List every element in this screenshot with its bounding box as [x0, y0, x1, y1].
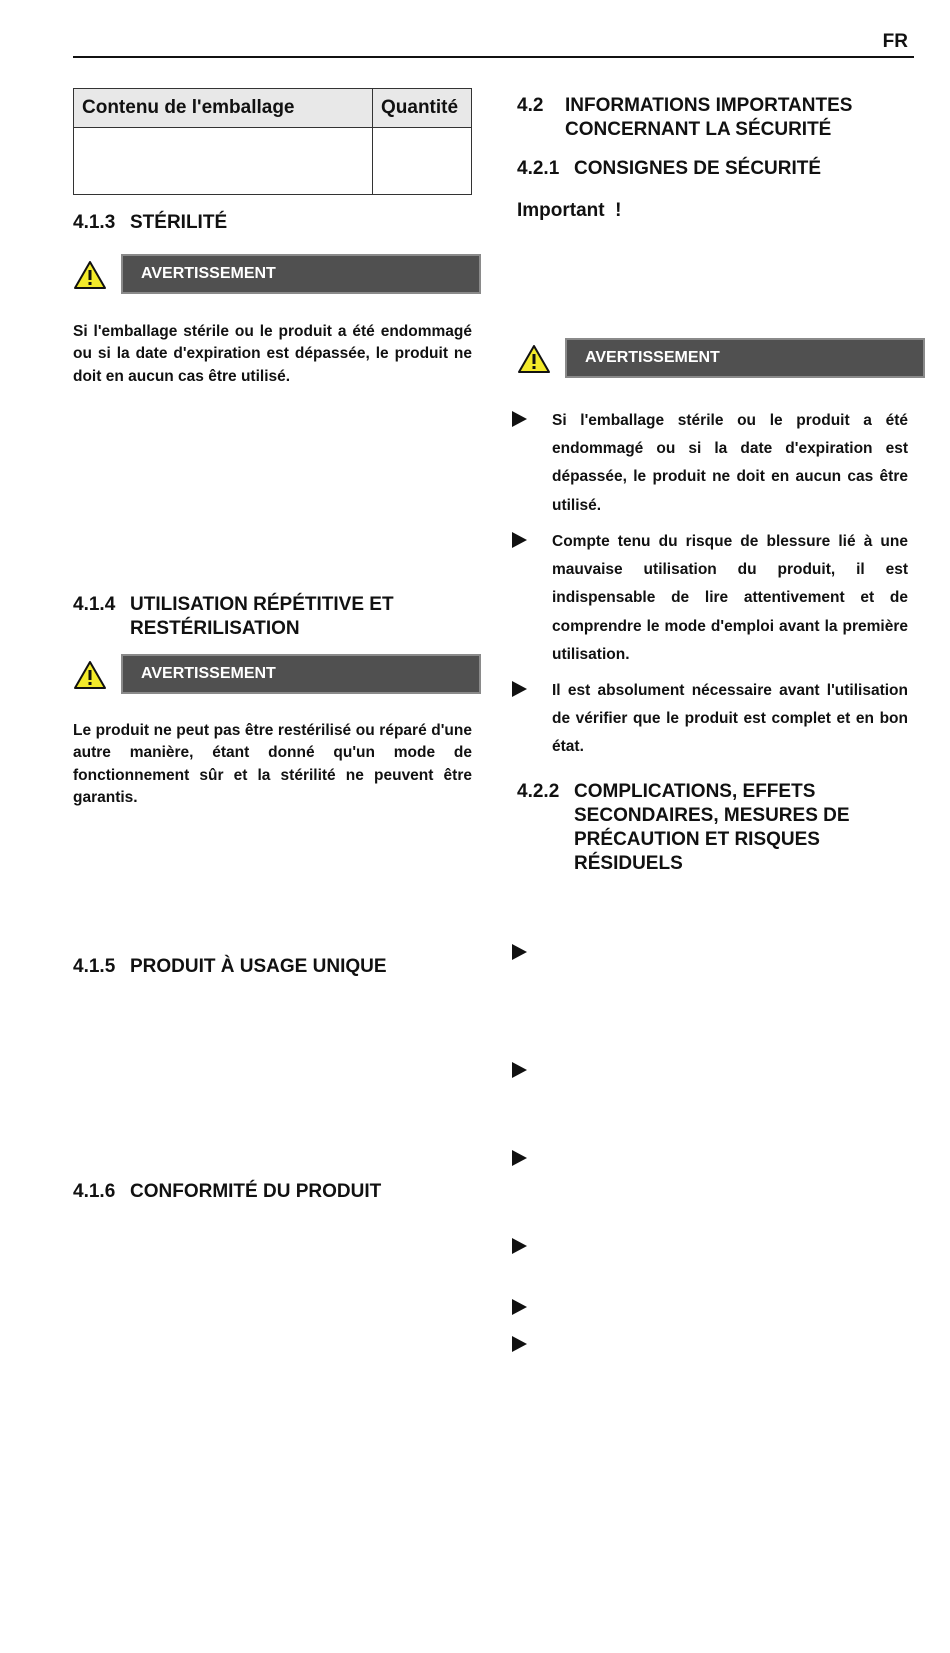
section-title: COMPLICATIONS, EFFETS SECONDAIRES, MESURES DE PRÉCAUTION ET RISQUES RÉSIDUELS [574, 781, 850, 874]
warning-triangle-icon [517, 344, 551, 374]
section-title: STÉRILITÉ [130, 212, 228, 233]
section-number: 4.2 [517, 95, 544, 116]
bullet-arrow-icon [512, 1299, 527, 1315]
section-heading-conformity [73, 1180, 473, 1204]
bullet-text: Si l'emballage stérile ou le produit a été endommagé ou si la date d'expiration est dépassée, le produit ne doit en aucun cas être utilisé. [552, 412, 908, 514]
section-number: 4.1.5 [73, 956, 116, 977]
section-heading-sterility [73, 211, 473, 235]
section-heading-safety-info [517, 94, 917, 142]
package-contents-table [73, 88, 472, 195]
section-title: CONSIGNES DE SÉCURITÉ [574, 158, 822, 179]
warning-label: AVERTISSEMENT [565, 338, 925, 378]
section-title: INFORMATIONS IMPORTANTES CONCERNANT LA SÉCURITÉ [565, 95, 853, 140]
section-heading-safety-instructions [517, 157, 917, 181]
paragraph-reuse: Le produit ne peut pas être restérilisé ou réparé d'une autre manière, étant donné qu'un mode de fonctionnement sûr et la stérilité ne peuvent être garantis. [73, 722, 472, 806]
section-number: 4.2.1 [517, 158, 560, 179]
warning-triangle-icon [73, 260, 107, 290]
section-title: CONFORMITÉ DU PRODUIT [130, 1181, 382, 1202]
important-label: Important ! [517, 200, 622, 221]
warning-label: AVERTISSEMENT [121, 254, 481, 294]
header-rule [73, 56, 914, 58]
bullet-arrow-icon [512, 1062, 527, 1078]
bullet-arrow-icon [512, 1238, 527, 1254]
section-number: 4.1.6 [73, 1181, 116, 1202]
section-number: 4.1.4 [73, 594, 116, 615]
section-title: UTILISATION RÉPÉTITIVE ET RESTÉRILISATION [130, 594, 394, 639]
column-header-contents: Contenu de l'emballage [74, 89, 373, 128]
bullet-arrow-icon [512, 532, 527, 548]
bullet-arrow-icon [512, 411, 527, 427]
column-header-quantity: Quantité [373, 89, 472, 128]
section-heading-complications [517, 780, 917, 876]
section-heading-reuse [73, 593, 473, 641]
table-cell-contents [74, 128, 373, 195]
bullet-arrow-icon [512, 1150, 527, 1166]
bullet-arrow-icon [512, 944, 527, 960]
warning-banner [73, 654, 477, 694]
paragraph-sterility: Si l'emballage stérile ou le produit a été endommagé ou si la date d'expiration est dépassée, le produit ne doit en aucun cas être utilisé. [73, 323, 472, 385]
table-row [74, 128, 472, 195]
warning-banner [517, 338, 921, 378]
warning-banner [73, 254, 477, 294]
section-number: 4.1.3 [73, 212, 116, 233]
section-title: PRODUIT À USAGE UNIQUE [130, 956, 387, 977]
table-header-row [74, 89, 472, 128]
page-language: FR [882, 31, 908, 52]
section-heading-single-use [73, 955, 473, 979]
table-cell-quantity [373, 128, 472, 195]
bullet-arrow-icon [512, 681, 527, 697]
section-number: 4.2.2 [517, 781, 560, 802]
bullet-text: Compte tenu du risque de blessure lié à une mauvaise utilisation du produit, il est indispensable de lire attentivement et de comprendre le mode d'emploi avant la première utilisation. [552, 533, 908, 663]
bullet-arrow-icon [512, 1336, 527, 1352]
warning-triangle-icon [73, 660, 107, 690]
warning-label: AVERTISSEMENT [121, 654, 481, 694]
bullet-text: Il est absolument nécessaire avant l'utilisation de vérifier que le produit est complet et en bon état. [552, 682, 908, 756]
